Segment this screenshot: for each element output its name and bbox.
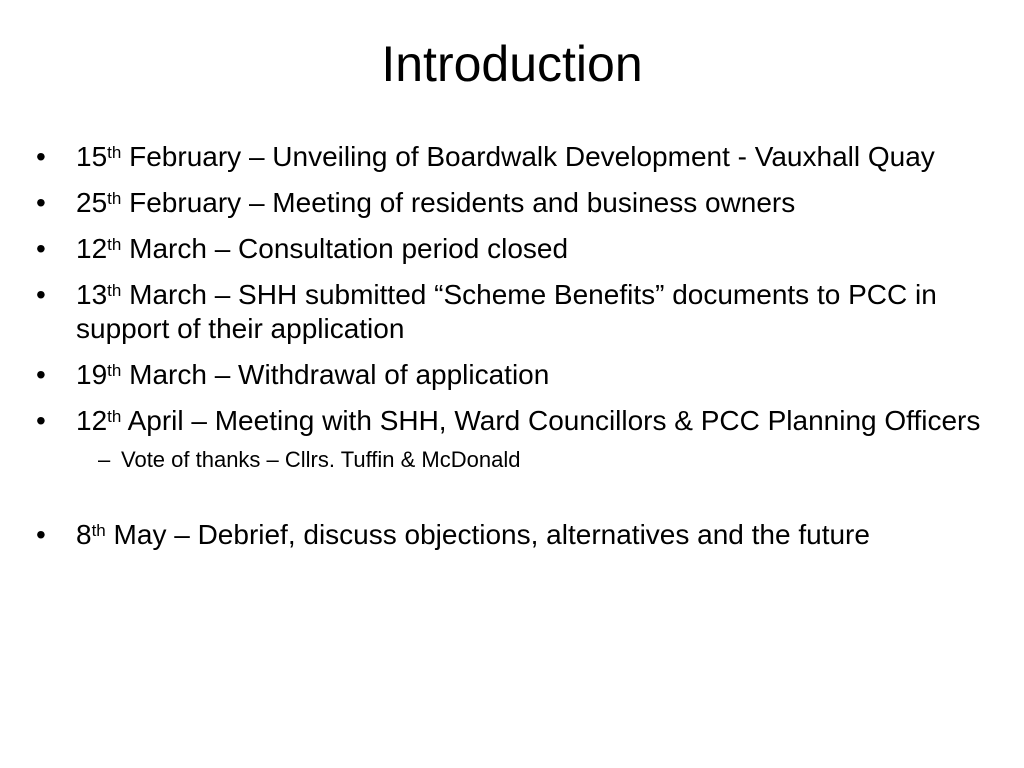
item-text: March – Withdrawal of application	[121, 359, 550, 390]
item-suffix: th	[107, 235, 122, 254]
bullet-icon: •	[36, 359, 46, 390]
list-item	[36, 186, 986, 220]
item-day: 15	[76, 141, 108, 172]
item-suffix: th	[107, 189, 122, 208]
sub-list-item	[36, 446, 986, 474]
bullet-icon: •	[36, 141, 46, 172]
bullet-icon: •	[36, 405, 46, 436]
item-text: February – Meeting of residents and business owners	[121, 187, 796, 218]
list-item	[36, 140, 986, 174]
item-suffix: th	[107, 281, 122, 300]
bullet-list	[36, 140, 986, 564]
item-day: 12	[76, 405, 108, 436]
item-suffix: th	[91, 521, 106, 540]
list-item	[36, 518, 986, 552]
item-text: April – Meeting with SHH, Ward Councillors & PCC Planning Officers	[121, 405, 981, 436]
slide-title: Introduction	[381, 36, 643, 92]
item-day: 19	[76, 359, 108, 390]
dash-icon: –	[98, 447, 111, 472]
item-text: February – Unveiling of Boardwalk Development - Vauxhall Quay	[121, 141, 935, 172]
list-item	[36, 404, 986, 438]
item-day: 8	[76, 519, 92, 550]
item-day: 12	[76, 233, 108, 264]
bullet-icon: •	[36, 519, 46, 550]
bullet-icon: •	[36, 233, 46, 264]
list-item	[36, 232, 986, 266]
item-text: March – SHH submitted “Scheme Benefits” documents to PCC in support of their application	[76, 279, 937, 344]
item-day: 25	[76, 187, 108, 218]
item-suffix: th	[107, 143, 122, 162]
list-item	[36, 358, 986, 392]
spacer	[36, 474, 986, 518]
item-day: 13	[76, 279, 108, 310]
list-item	[36, 278, 986, 346]
item-suffix: th	[107, 361, 122, 380]
bullet-icon: •	[36, 187, 46, 218]
sub-item-text: Vote of thanks – Cllrs. Tuffin & McDonald	[121, 447, 521, 472]
item-text: March – Consultation period closed	[121, 233, 569, 264]
bullet-icon: •	[36, 279, 46, 310]
item-suffix: th	[107, 407, 122, 426]
item-text: May – Debrief, discuss objections, alternatives and the future	[105, 519, 870, 550]
